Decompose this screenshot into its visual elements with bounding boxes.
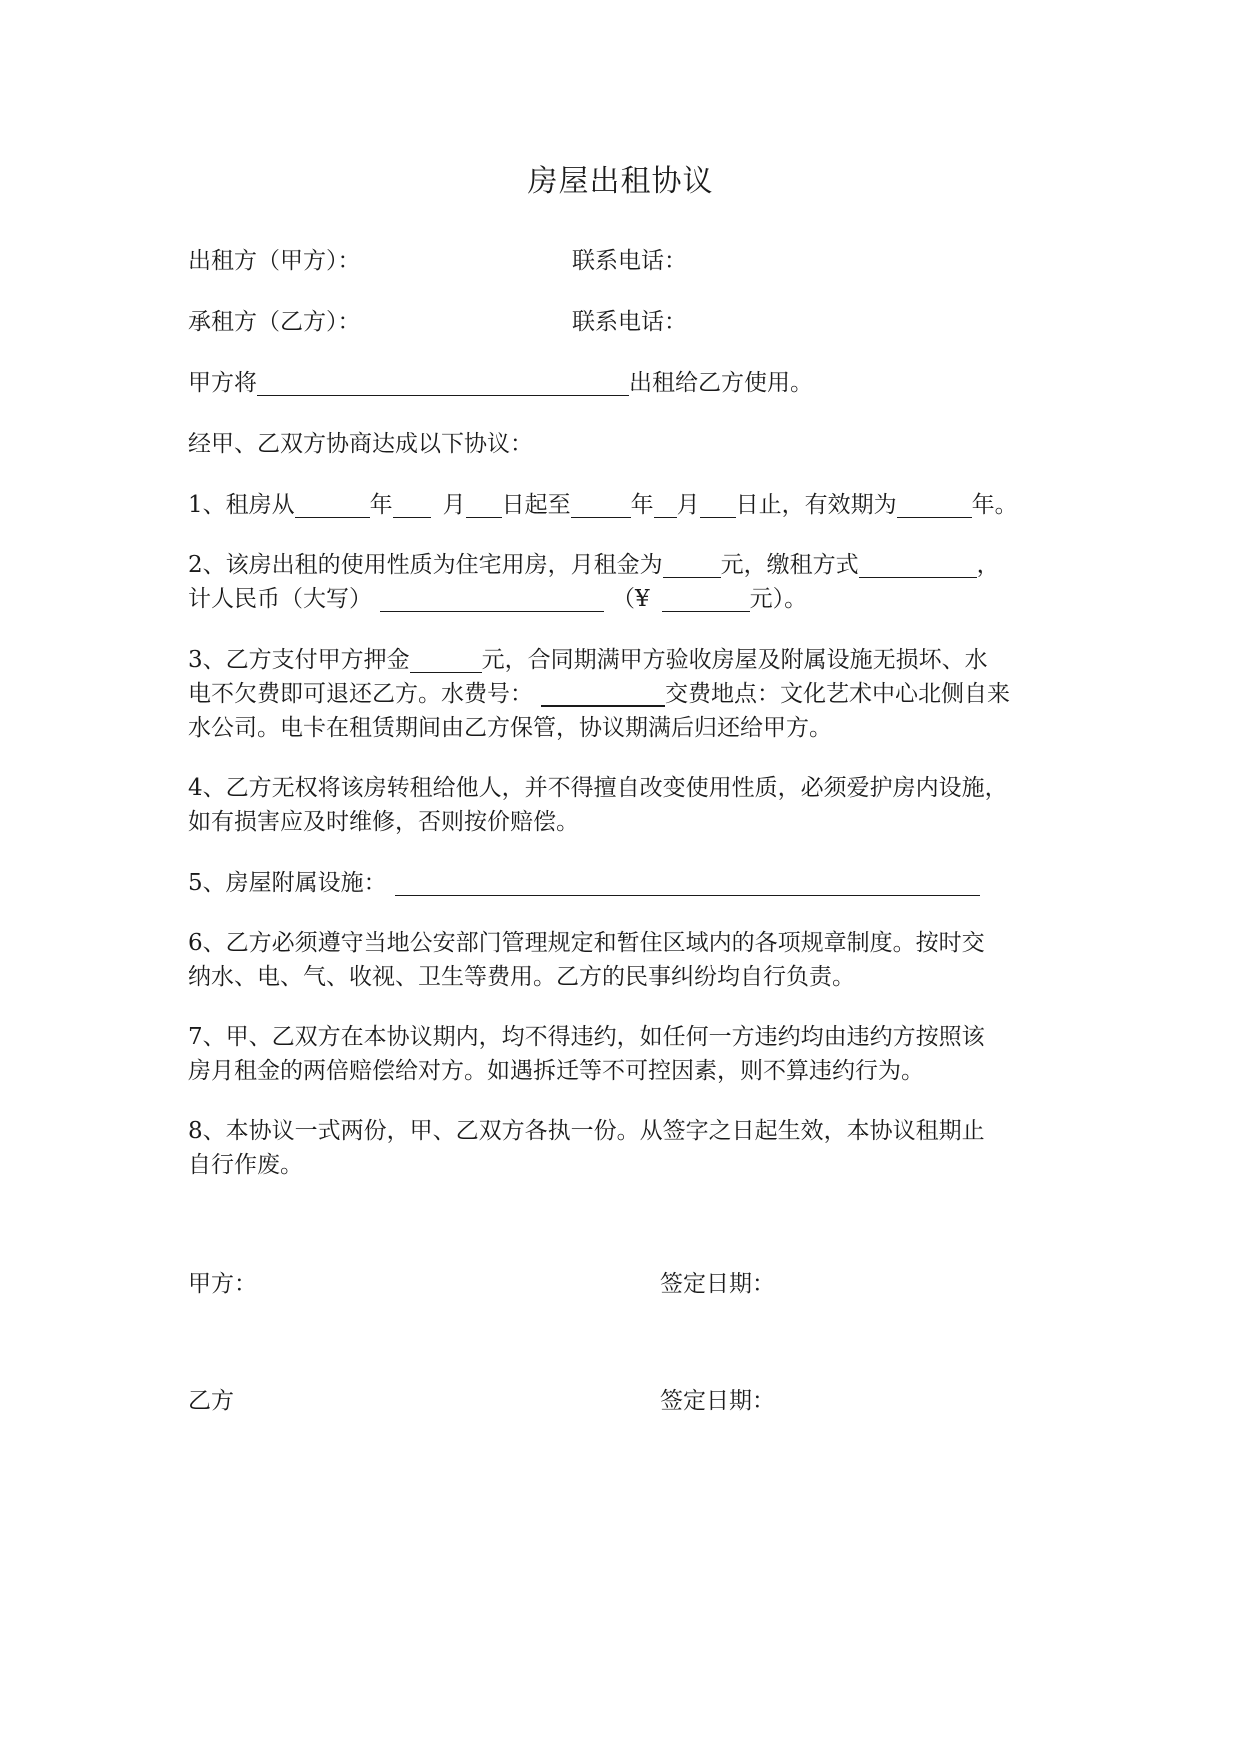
party-a-label: 出租方（甲方）： — [188, 248, 361, 274]
amount-in-figures-blank[interactable] — [662, 587, 750, 612]
clause-7-line-1: 7、甲、乙双方在本协议期内，均不得违约，如任何一方违约均由违约方按照该 — [188, 1024, 985, 1050]
clause-3-line-3: 水公司。电卡在租赁期间由乙方保管，协议期满后归还给甲方。 — [188, 715, 832, 741]
start-year-blank[interactable] — [295, 493, 370, 518]
premise-prefix: 甲方将 — [188, 370, 257, 396]
clause-1-text: 年 — [630, 492, 654, 518]
party-b-phone-label: 联系电话： — [572, 309, 687, 335]
start-month-blank[interactable] — [393, 493, 431, 518]
clause-2-line-1 — [188, 549, 1058, 582]
party-b-signature-label: 乙方 — [188, 1388, 234, 1414]
clause-1-text: 年 — [369, 492, 393, 518]
clause-1-text: 月 — [442, 492, 466, 518]
clause-2-text: 元）。 — [749, 586, 808, 612]
clause-2-text: 计人民币（大写） — [188, 586, 372, 612]
premise-line — [188, 367, 1058, 400]
monthly-rent-blank[interactable] — [663, 553, 721, 578]
party-a-phone-label: 联系电话： — [572, 248, 687, 274]
end-month-blank[interactable] — [654, 493, 677, 518]
clause-1-text: 月 — [676, 492, 700, 518]
clause-1 — [188, 489, 1058, 522]
clause-2-text: ， — [976, 552, 1000, 578]
clause-3-text: 元，合同期满甲方验收房屋及附属设施无损坏、水 — [481, 647, 988, 673]
clause-2-line-2 — [188, 583, 1058, 616]
intro-line: 经甲、乙双方协商达成以下协议： — [188, 431, 533, 457]
clause-2-text: 元，缴租方式 — [720, 552, 859, 578]
amount-in-words-blank[interactable] — [380, 587, 604, 612]
end-day-blank[interactable] — [700, 493, 736, 518]
clause-2-text: （¥ — [612, 586, 650, 612]
attached-facilities-blank[interactable] — [395, 871, 980, 896]
payment-method-blank[interactable] — [859, 553, 977, 578]
clause-5-label: 5、房屋附属设施： — [188, 870, 387, 896]
document-title: 房屋出租协议 — [527, 164, 714, 199]
deposit-blank[interactable] — [410, 648, 482, 673]
clause-4-line-1: 4、乙方无权将该房转租给他人，并不得擅自改变使用性质，必须爱护房内设施， — [188, 775, 1008, 801]
party-a-signature-label: 甲方： — [188, 1271, 257, 1297]
party-a-date-label: 签定日期： — [660, 1271, 775, 1297]
clause-3-line-2 — [188, 678, 1058, 711]
clause-3-text: 3、乙方支付甲方押金 — [188, 647, 410, 673]
party-b-date-label: 签定日期： — [660, 1388, 775, 1414]
clause-6-line-2: 纳水、电、气、收视、卫生等费用。乙方的民事纠纷均自行负责。 — [188, 964, 855, 990]
premise-suffix: 出租给乙方使用。 — [629, 370, 813, 396]
clause-5 — [188, 867, 1058, 900]
validity-years-blank[interactable] — [897, 493, 972, 518]
premise-address-blank[interactable] — [257, 371, 629, 396]
clause-8-line-2: 自行作废。 — [188, 1152, 303, 1178]
clause-3-text: 电不欠费即可退还乙方。水费号： — [188, 681, 533, 707]
clause-3-text: 交费地点：文化艺术中心北侧自来 — [665, 681, 1010, 707]
clause-8-line-1: 8、本协议一式两份，甲、乙双方各执一份。从签字之日起生效，本协议租期止 — [188, 1118, 985, 1144]
water-account-blank[interactable] — [541, 681, 665, 707]
clause-2-text: 2、该房出租的使用性质为住宅用房，月租金为 — [188, 552, 663, 578]
clause-3-line-1 — [188, 644, 1058, 677]
clause-4-line-2: 如有损害应及时维修，否则按价赔偿。 — [188, 809, 579, 835]
clause-1-text: 年。 — [971, 492, 1018, 518]
clause-1-text: 日起至 — [501, 492, 571, 518]
party-b-label: 承租方（乙方）： — [188, 309, 361, 335]
clause-7-line-2: 房月租金的两倍赔偿给对方。如遇拆迁等不可控因素，则不算违约行为。 — [188, 1058, 924, 1084]
clause-1-text: 日止，有效期为 — [735, 492, 897, 518]
start-day-blank[interactable] — [466, 493, 502, 518]
clause-1-text: 1、租房从 — [188, 492, 295, 518]
end-year-blank[interactable] — [571, 493, 631, 518]
clause-6-line-1: 6、乙方必须遵守当地公安部门管理规定和暂住区域内的各项规章制度。按时交 — [188, 930, 985, 956]
